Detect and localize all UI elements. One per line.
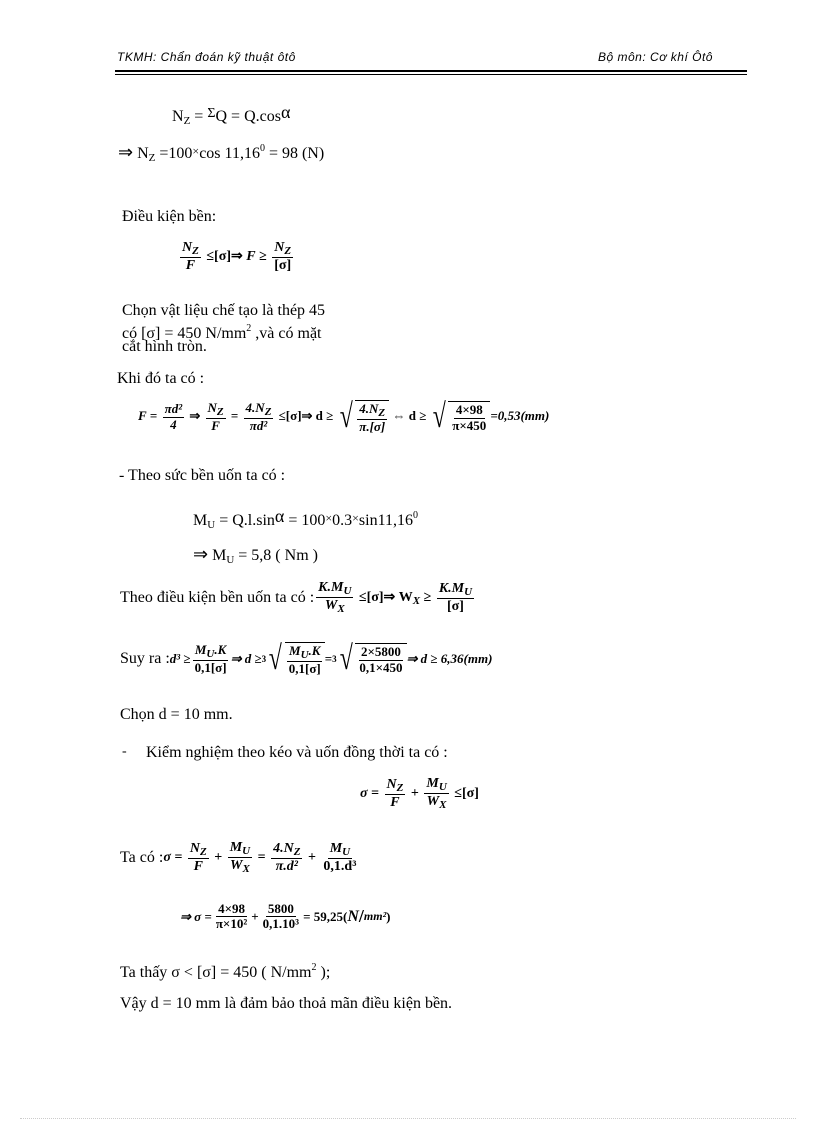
equation-nz-value: ⇒ $N_Z =100\times\cos$ $11,16^0 = 98$ (N) [118, 142, 325, 164]
material-line-1: Chọn vật liệu chế tạo là thép 45 [122, 302, 326, 319]
sigma-formula: σ = $\frac{N_Z}{F}$ + $\frac{M_U}{W_X}$ ≤[σ] [360, 776, 479, 812]
bending-condition: Theo điều kiện bền uốn ta có : $\frac{K.M_U}{W_X}$ ≤[σ]⇒ $W_X$ ≥ $\frac{K.M_U}{[\sigma]}$ [120, 580, 473, 616]
equation-nz: $N_Z = \Sigma Q = Q.\cos\alpha$ [172, 102, 291, 127]
chon-text: Chọn d = 10 mm. [120, 706, 233, 723]
material-line-2: có [σ] = 450 $N/mm^2$ ,và có mặt [122, 323, 322, 342]
footer-dotted-line [20, 1118, 796, 1119]
header-left: TKMH: Chẩn đoán kỹ thuật ôtô [117, 50, 296, 64]
numeric-sigma: ⇒ σ = $\frac{4\times 98}{\text{π×10²}}$ + $\frac{5800}{\text{0,1.10³}}$ = 59,25( N / mm² ) [180, 901, 391, 932]
condition-formula: $\frac{N_Z}{F}$ ≤[σ]⇒ F ≥ $\frac{N_Z}{[\sigma]}$ [182, 240, 292, 274]
mu-result: ⇒ $M_U = 5,8$ ( Nm ) [193, 544, 318, 566]
condition-title: Điều kiện bền: [122, 208, 217, 225]
ta-co-formula: Ta có : σ = $\frac{N_Z}{F}$ + $\frac{M_U}{W_X}$ = $\frac{4.N_Z}{\text{π.d²}}$ + $\frac{M_U}{\text{0,1.d³}}$ [120, 840, 357, 876]
material-line-3: cắt hình tròn. [122, 338, 207, 355]
conclusion-text: Vậy d = 10 mm là đảm bảo thoả mãn điều kiện bền. [120, 995, 453, 1012]
check-title: Kiểm nghiệm theo kéo và uốn đồng thời ta có : [146, 744, 448, 761]
check-bullet: - [122, 744, 127, 759]
header-right: Bộ môn: Cơ khí Ôtô [598, 50, 713, 64]
area-formula: F = $\frac{\text{πd²}}{4}$ ⇒ $\frac{N_Z}{F}$ = $\frac{4.N_Z}{\text{πd²}}$ ≤[σ]⇒ d ≥ √ $\frac{4.N_Z}{\pi.[\sigma]}$ ⇔ d ≥ √ $\frac{4\times 98}{\pi\times 450}$ =0,53(mm) [138, 398, 550, 436]
bending-title: - Theo sức bền uốn ta có : [119, 467, 286, 484]
khi-do-text: Khi đó ta có : [117, 370, 205, 387]
equation-mu: $M_U = Q.l.\sin\alpha = 100\times 0.3\times\sin 11,16^0$ [193, 506, 418, 531]
suy-ra-formula: Suy ra : d³ ≥ $\frac{M_U.K}{0,1[\sigma]}$ ⇒ d ≥ 3 √ $\frac{M_U.K}{0,1[\sigma]}$ = 3 √ $\frac{2\times 5800}{0,1\times 450}$ ⇒ d ≥ 6,36(mm) [120, 640, 493, 678]
ta-thay-text: Ta thấy σ < [σ] = 450 ( $N/mm^2$ ); [120, 962, 331, 981]
header-rule-thin [115, 74, 747, 75]
header-rule [115, 70, 747, 72]
